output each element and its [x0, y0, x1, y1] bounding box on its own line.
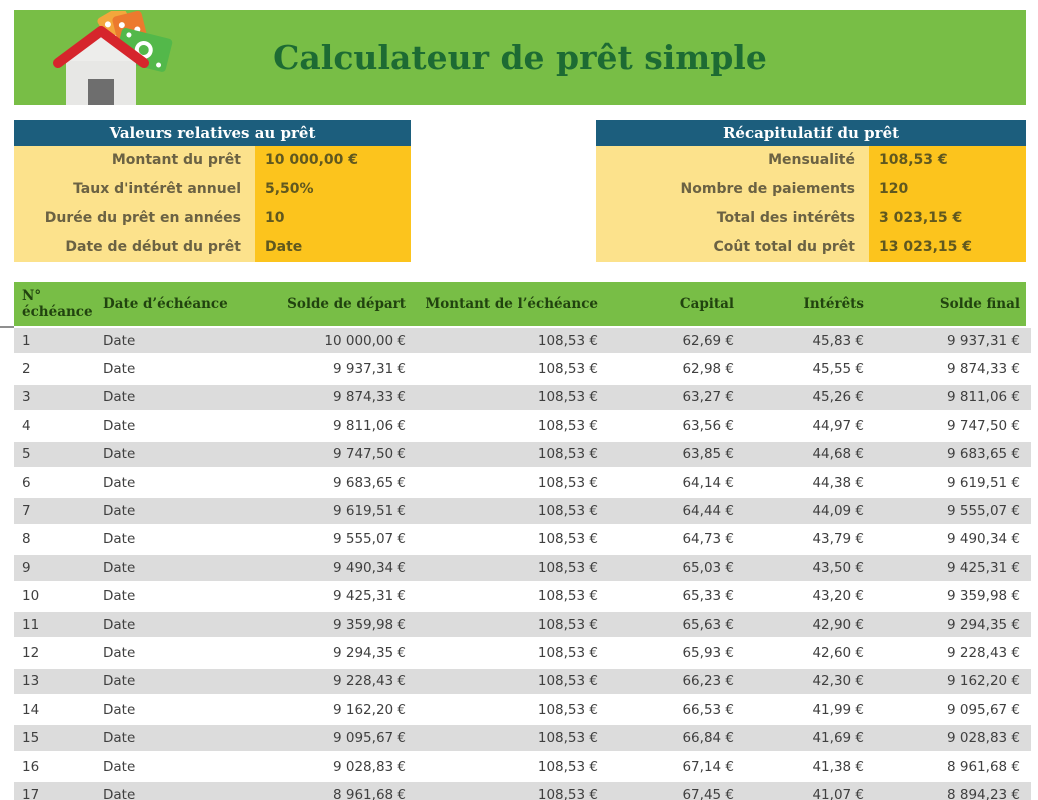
interest-cell: 42,90 € [812, 616, 864, 633]
principal-cell: 64,73 € [682, 531, 734, 548]
payment-number-cell: 6 [22, 474, 31, 491]
payment-amount-cell: 108,53 € [537, 730, 598, 747]
loan-summary-panel [596, 120, 1026, 262]
payment-number-cell: 13 [22, 673, 40, 690]
column-header-label: Solde de départ [287, 296, 406, 312]
ending-balance-cell: 9 619,51 € [947, 474, 1020, 491]
starting-balance-cell: 10 000,00 € [324, 332, 406, 349]
starting-balance-cell: 9 874,33 € [333, 389, 406, 406]
table-row [14, 640, 1031, 668]
starting-balance-cell: 9 359,98 € [333, 616, 406, 633]
ending-balance-cell: 9 028,83 € [947, 730, 1020, 747]
interest-cell: 41,07 € [812, 786, 864, 800]
due-date-cell: Date [103, 701, 136, 718]
ending-balance-cell: 9 747,50 € [947, 417, 1020, 434]
payment-amount-cell: 108,53 € [537, 389, 598, 406]
column-header-payment-number [14, 282, 100, 326]
loan-values-panel-row [14, 233, 411, 262]
ending-balance-cell: 9 162,20 € [947, 673, 1020, 690]
payment-number-cell: 8 [22, 531, 31, 548]
payment-amount-cell: 108,53 € [537, 701, 598, 718]
principal-cell: 67,45 € [682, 786, 734, 800]
table-row [14, 498, 1031, 526]
due-date-cell: Date [103, 644, 136, 661]
starting-balance-cell: 9 811,06 € [333, 417, 406, 434]
principal-cell: 64,44 € [682, 503, 734, 520]
sheet-edge-gridline [0, 326, 14, 328]
interest-cell: 43,79 € [812, 531, 864, 548]
interest-cell: 42,30 € [812, 673, 864, 690]
principal-cell: 66,23 € [682, 673, 734, 690]
field-value[interactable]: 5,50% [255, 175, 411, 204]
column-header-due-date [100, 282, 240, 326]
starting-balance-cell: 9 028,83 € [333, 758, 406, 775]
field-value[interactable]: 10 [255, 204, 411, 233]
due-date-cell: Date [103, 616, 136, 633]
field-label: Coût total du prêt [596, 233, 869, 262]
starting-balance-cell: 9 095,67 € [333, 730, 406, 747]
interest-cell: 42,60 € [812, 644, 864, 661]
table-row [14, 697, 1031, 725]
column-header-starting-balance [240, 282, 412, 326]
payment-number-cell: 4 [22, 417, 31, 434]
field-label: Taux d'intérêt annuel [14, 175, 255, 204]
summary-panel-row [596, 233, 1026, 262]
table-row [14, 612, 1031, 640]
starting-balance-cell: 9 490,34 € [333, 559, 406, 576]
due-date-cell: Date [103, 474, 136, 491]
interest-cell: 43,50 € [812, 559, 864, 576]
starting-balance-cell: 9 747,50 € [333, 446, 406, 463]
payment-amount-cell: 108,53 € [537, 417, 598, 434]
amortization-table-header [14, 282, 1026, 326]
field-label: Total des intérêts [596, 204, 869, 233]
payment-amount-cell: 108,53 € [537, 786, 598, 800]
loan-values-panel-title: Valeurs relatives au prêt [14, 120, 411, 146]
column-header-label: Intérêts [803, 296, 864, 312]
starting-balance-cell: 9 425,31 € [333, 588, 406, 605]
starting-balance-cell: 9 555,07 € [333, 531, 406, 548]
due-date-cell: Date [103, 758, 136, 775]
column-header-label: Montant de l’échéance [425, 296, 598, 312]
payment-amount-cell: 108,53 € [537, 531, 598, 548]
ending-balance-cell: 9 095,67 € [947, 701, 1020, 718]
starting-balance-cell: 9 937,31 € [333, 361, 406, 378]
payment-amount-cell: 108,53 € [537, 616, 598, 633]
due-date-cell: Date [103, 389, 136, 406]
table-row [14, 669, 1031, 697]
principal-cell: 65,63 € [682, 616, 734, 633]
table-row [14, 725, 1031, 753]
field-label: Montant du prêt [14, 146, 255, 175]
starting-balance-cell: 8 961,68 € [333, 786, 406, 800]
column-header-principal [604, 282, 740, 326]
summary-panel-row [596, 146, 1026, 175]
ending-balance-cell: 9 555,07 € [947, 503, 1020, 520]
table-row [14, 385, 1031, 413]
due-date-cell: Date [103, 332, 136, 349]
summary-panel-row [596, 175, 1026, 204]
principal-cell: 63,27 € [682, 389, 734, 406]
due-date-cell: Date [103, 786, 136, 800]
payment-amount-cell: 108,53 € [537, 332, 598, 349]
due-date-cell: Date [103, 531, 136, 548]
ending-balance-cell: 9 294,35 € [947, 616, 1020, 633]
column-header-label: N° échéance [22, 288, 93, 320]
interest-cell: 45,83 € [812, 332, 864, 349]
field-value: 108,53 € [869, 146, 1026, 175]
starting-balance-cell: 9 162,20 € [333, 701, 406, 718]
payment-amount-cell: 108,53 € [537, 673, 598, 690]
loan-values-panel-row [14, 204, 411, 233]
ending-balance-cell: 8 894,23 € [947, 786, 1020, 800]
table-row [14, 584, 1031, 612]
field-value: 120 [869, 175, 1026, 204]
table-row [14, 413, 1031, 441]
principal-cell: 67,14 € [682, 758, 734, 775]
ending-balance-cell: 9 228,43 € [947, 644, 1020, 661]
ending-balance-cell: 9 874,33 € [947, 361, 1020, 378]
field-value[interactable]: Date [255, 233, 411, 262]
table-row [14, 328, 1031, 356]
ending-balance-cell: 9 359,98 € [947, 588, 1020, 605]
column-header-label: Capital [679, 296, 734, 312]
field-value: 3 023,15 € [869, 204, 1026, 233]
field-value: 13 023,15 € [869, 233, 1026, 262]
interest-cell: 43,20 € [812, 588, 864, 605]
payment-number-cell: 9 [22, 559, 31, 576]
principal-cell: 65,93 € [682, 644, 734, 661]
principal-cell: 63,85 € [682, 446, 734, 463]
column-header-interest [740, 282, 870, 326]
due-date-cell: Date [103, 417, 136, 434]
payment-number-cell: 12 [22, 644, 40, 661]
principal-cell: 66,53 € [682, 701, 734, 718]
due-date-cell: Date [103, 588, 136, 605]
loan-values-panel-row [14, 175, 411, 204]
due-date-cell: Date [103, 361, 136, 378]
principal-cell: 65,03 € [682, 559, 734, 576]
payment-number-cell: 17 [22, 786, 40, 800]
payment-number-cell: 7 [22, 503, 31, 520]
principal-cell: 65,33 € [682, 588, 734, 605]
interest-cell: 44,09 € [812, 503, 864, 520]
payment-number-cell: 16 [22, 758, 40, 775]
interest-cell: 41,99 € [812, 701, 864, 718]
interest-cell: 44,38 € [812, 474, 864, 491]
ending-balance-cell: 9 490,34 € [947, 531, 1020, 548]
table-row [14, 782, 1031, 800]
payment-amount-cell: 108,53 € [537, 361, 598, 378]
due-date-cell: Date [103, 503, 136, 520]
due-date-cell: Date [103, 673, 136, 690]
table-row [14, 442, 1031, 470]
due-date-cell: Date [103, 730, 136, 747]
payment-amount-cell: 108,53 € [537, 758, 598, 775]
table-row [14, 527, 1031, 555]
column-header-label: Solde final [939, 296, 1020, 312]
column-header-ending-balance [870, 282, 1026, 326]
principal-cell: 64,14 € [682, 474, 734, 491]
ending-balance-cell: 9 811,06 € [947, 389, 1020, 406]
loan-summary-panel-title: Récapitulatif du prêt [596, 120, 1026, 146]
page-title: Calculateur de prêt simple [273, 38, 767, 77]
house-money-graphic [44, 11, 174, 105]
column-header-payment-amount [412, 282, 604, 326]
interest-cell: 41,38 € [812, 758, 864, 775]
interest-cell: 41,69 € [812, 730, 864, 747]
table-row [14, 356, 1031, 384]
table-row [14, 754, 1031, 782]
ending-balance-cell: 9 425,31 € [947, 559, 1020, 576]
ending-balance-cell: 9 683,65 € [947, 446, 1020, 463]
summary-panel-row [596, 204, 1026, 233]
payment-number-cell: 5 [22, 446, 31, 463]
starting-balance-cell: 9 683,65 € [333, 474, 406, 491]
payment-number-cell: 14 [22, 701, 40, 718]
loan-values-panel [14, 120, 411, 262]
payment-amount-cell: 108,53 € [537, 588, 598, 605]
principal-cell: 66,84 € [682, 730, 734, 747]
starting-balance-cell: 9 619,51 € [333, 503, 406, 520]
starting-balance-cell: 9 228,43 € [333, 673, 406, 690]
table-row [14, 470, 1031, 498]
ending-balance-cell: 9 937,31 € [947, 332, 1020, 349]
starting-balance-cell: 9 294,35 € [333, 644, 406, 661]
payment-amount-cell: 108,53 € [537, 559, 598, 576]
loan-values-panel-row [14, 146, 411, 175]
interest-cell: 45,26 € [812, 389, 864, 406]
house-money-icon [44, 11, 174, 105]
payment-number-cell: 15 [22, 730, 40, 747]
payment-number-cell: 2 [22, 361, 31, 378]
principal-cell: 62,69 € [682, 332, 734, 349]
field-value[interactable]: 10 000,00 € [255, 146, 411, 175]
due-date-cell: Date [103, 559, 136, 576]
interest-cell: 45,55 € [812, 361, 864, 378]
field-label: Nombre de paiements [596, 175, 869, 204]
payment-amount-cell: 108,53 € [537, 503, 598, 520]
principal-cell: 62,98 € [682, 361, 734, 378]
interest-cell: 44,97 € [812, 417, 864, 434]
interest-cell: 44,68 € [812, 446, 864, 463]
amortization-table-body [14, 328, 1031, 800]
payment-number-cell: 3 [22, 389, 31, 406]
field-label: Date de début du prêt [14, 233, 255, 262]
amortization-table [14, 282, 1031, 800]
table-row [14, 555, 1031, 583]
payment-number-cell: 11 [22, 616, 40, 633]
payment-amount-cell: 108,53 € [537, 474, 598, 491]
ending-balance-cell: 8 961,68 € [947, 758, 1020, 775]
payment-amount-cell: 108,53 € [537, 644, 598, 661]
payment-number-cell: 1 [22, 332, 31, 349]
field-label: Mensualité [596, 146, 869, 175]
field-label: Durée du prêt en années [14, 204, 255, 233]
due-date-cell: Date [103, 446, 136, 463]
payment-amount-cell: 108,53 € [537, 446, 598, 463]
payment-number-cell: 10 [22, 588, 40, 605]
principal-cell: 63,56 € [682, 417, 734, 434]
column-header-label: Date d’échéance [103, 296, 228, 312]
